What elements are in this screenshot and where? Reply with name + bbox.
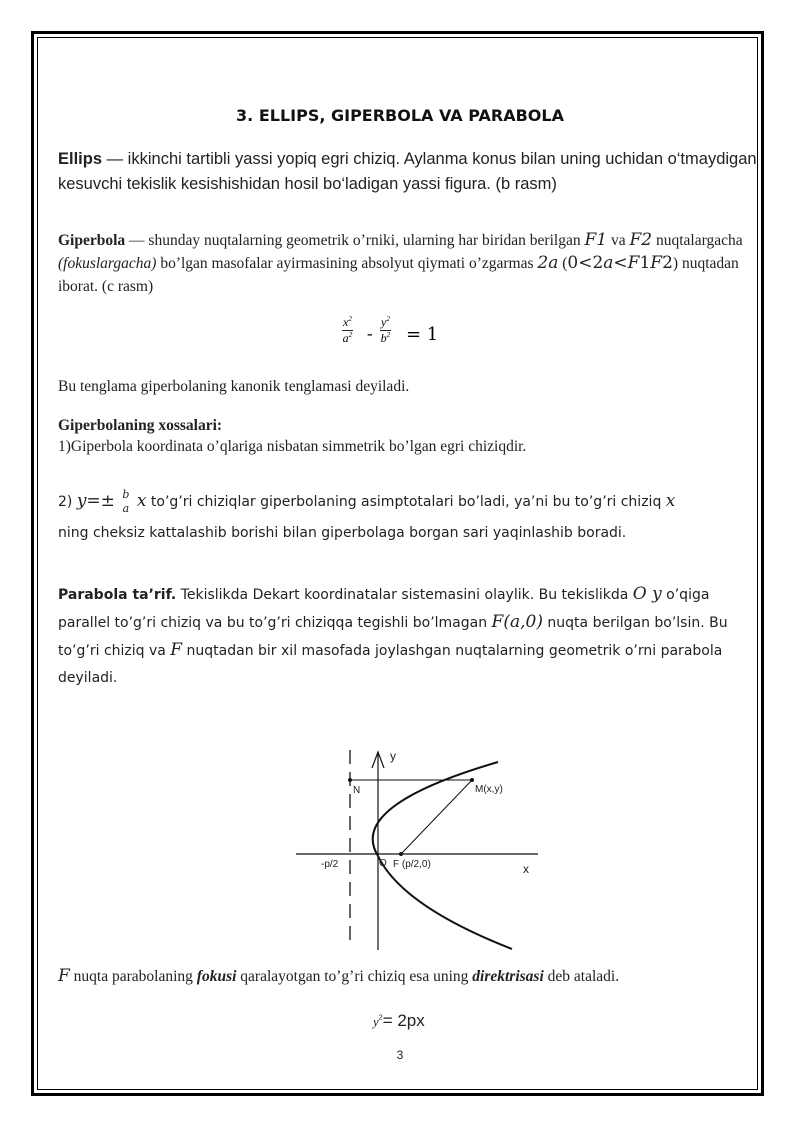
cond-d: F [627,253,640,273]
property-2-number: 2) [58,494,77,510]
cond-c: < [613,253,628,273]
formula-minus: - [367,324,373,343]
cond-b: a [603,253,614,273]
asymptote-y-pm: y=± [76,491,115,511]
page-title: 3. ELLIPS, GIPERBOLA VA PARABOLA [236,106,564,125]
parabola-text-4: nuqtadan bir xil masofada joylashgan nuqtalarning geometrik o’rni parabola deyiladi. [58,643,723,686]
ellips-paragraph [58,147,758,197]
equation-rest: = 2px [382,1011,425,1030]
parabola-term: Parabola ta’rif. [58,587,177,603]
property-2-x: x [665,491,676,511]
caption-text-1: nuqta parabolaning [69,968,197,985]
giperbola-paragraph [58,229,758,298]
giperbola-text-1: — shunday nuqtalarning geometrik o’rniki, ularning har biridan berilgan [125,232,585,249]
ellips-text: — ikkinchi tartibli yassi yopiq egri chiziq. Aylanma konus bilan uning uchidan o‘tmaydigan kesuvchi tekislik kesishishidan hosil bo‘ladigan yassi figura. (b rasm) [58,150,757,193]
x-axis-label: x [523,862,529,876]
point-f: F [170,640,183,660]
giperbola-text-4: bo’lgan masofalar ayirmasining absolyut qiymati o’zgarmas [156,255,538,272]
formula-exp-b: 2 [386,331,391,339]
segment-fm [401,780,472,854]
formula-exp-x: 2 [348,315,352,323]
caption-direktrisasi: direktrisasi [472,968,544,985]
caption-f: F [58,966,70,986]
giperbola-text-2: va [607,232,630,249]
property-1: 1)Giperbola koordinata o’qlariga nisbatan simmetrik bo’lgan egri chiziqdir. [58,438,527,455]
formula-rhs: = 1 [406,324,439,345]
point-m [470,778,474,782]
giperbola-emphasis: (fokuslargacha) [58,255,157,272]
giperbola-text-5: ( [558,255,568,272]
cond-e: 1 [639,253,651,273]
focus-label: F (p/2,0) [393,859,431,870]
asymptote-a: a [122,502,130,515]
origin-label: O [379,858,387,869]
figure-caption [58,966,768,986]
n-label: N [353,785,361,796]
giperbola-text-3: nuqtalargacha [652,232,743,249]
asymptote-b: b [122,488,130,501]
axis-oy: O y [632,584,662,604]
y-axis-label: y [390,749,396,763]
parabola-text-3: nuqta berilgan bo’lsin. Bu to’g’ri chiziq va [58,615,728,659]
giperbola-term: Giperbola [58,232,126,249]
formula-x: x [343,315,349,329]
hyperbola-equation [340,312,460,360]
page-number: 3 [396,1048,404,1062]
asymptote-x: x [136,491,147,511]
fraction-b-a [122,488,129,516]
giperbola-text-6: ) nuqtadan iborat. (c rasm) [58,255,739,295]
canonical-sentence: Bu tenglama giperbolaning kanonik tenglamasi deyiladi. [58,378,410,395]
point-focus [399,852,403,856]
parabola-paragraph [58,581,758,692]
formula-b: b [380,331,387,345]
parabola-figure [292,746,542,952]
ellips-term: Ellips [58,150,103,168]
focus-f2: F2 [629,230,653,250]
parabola-equation [373,1011,425,1031]
fraction-y-b [380,315,391,346]
equation-y: y [373,1014,379,1029]
formula-exp-y: 2 [386,315,390,323]
caption-text-2: qaralayotgan to’g’ri chiziq esa uning [236,968,473,985]
constant-2a: 2a [537,253,559,273]
property-2-line-2: ning cheksiz kattalashib borishi bilan giperbolaga borgan sari yaqinlashib boradi. [58,525,627,541]
parabola-text-1: Tekislikda Dekart koordinatalar sistemasini olaylik. Bu tekislikda [176,587,633,603]
equation-exp: 2 [378,1014,383,1022]
properties-heading: Giperbolaning xossalari: [58,417,223,434]
formula-y: y [381,315,387,329]
point-f-a0: F(a,0) [491,612,543,632]
formula-a: a [342,331,349,345]
point-n [348,778,352,782]
formula-exp-a: 2 [348,331,353,339]
cond-f: F [650,253,663,273]
property-2-line-1 [58,488,768,516]
cond-g: 2 [662,253,673,273]
fraction-x-a [342,315,353,346]
caption-fokus: fokusi [196,968,237,985]
cond-a: 0<2 [567,253,604,273]
directrix-label: -p/2 [321,859,339,870]
caption-text-3: deb ataladi. [543,968,620,985]
parabola-text-2: o’qiga parallel to’g’ri chiziq va bu to’g’ri chiziqqa tegishli bo’lmagan [58,587,710,631]
property-2-text-1: to’g’ri chiziqlar giperbolaning asimptotalari bo’ladi, ya’ni bu to’g’ri chiziq [146,494,666,510]
m-label: M(x,y) [475,784,503,795]
focus-f1: F1 [584,230,608,250]
